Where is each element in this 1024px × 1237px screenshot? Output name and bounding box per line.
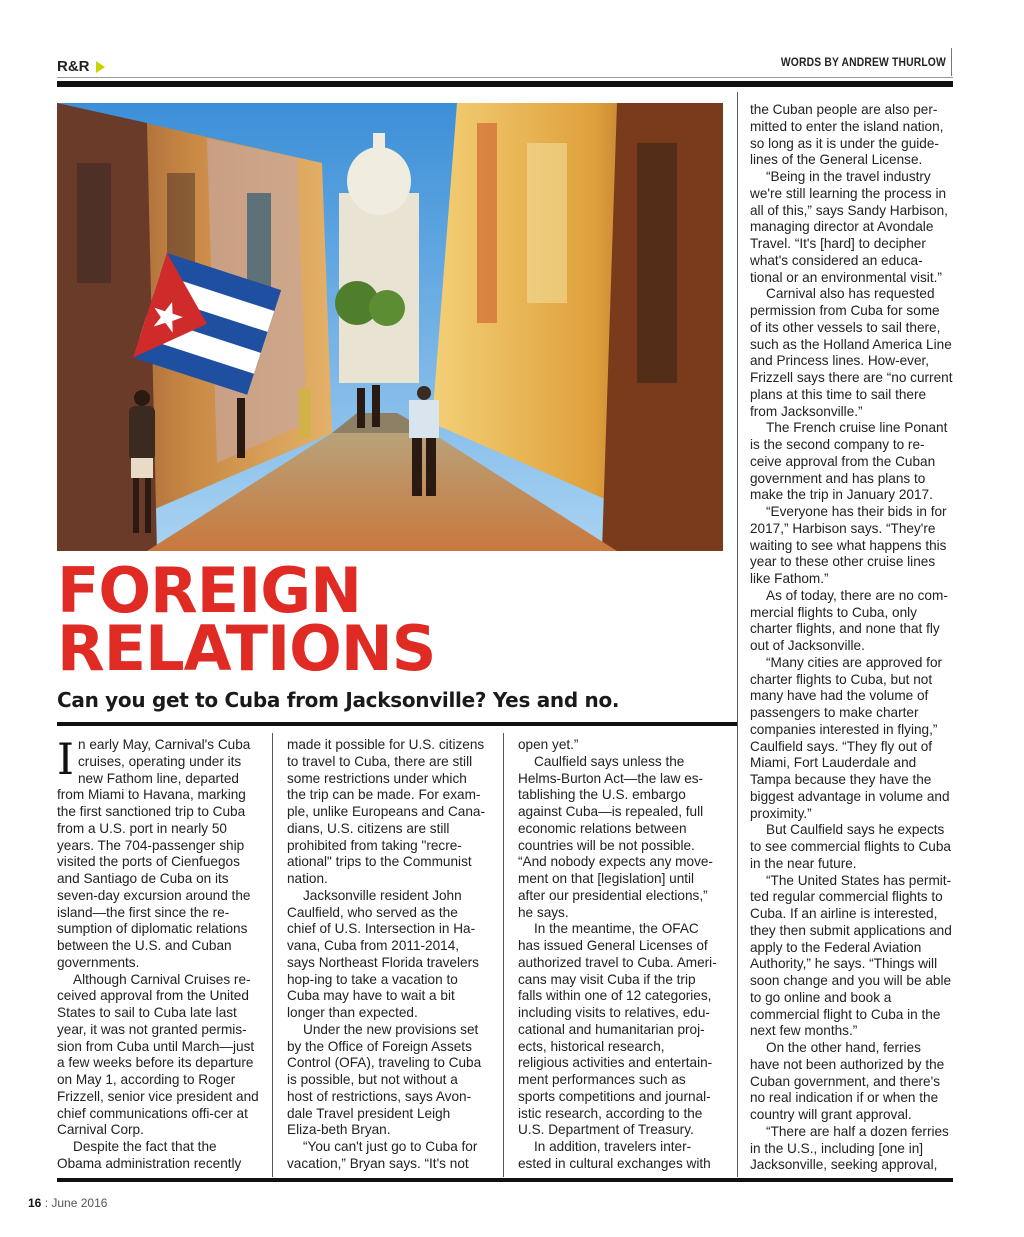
deck-rule [57, 722, 737, 726]
paragraph: Jacksonville resident John Caulfield, who served as the chief of U.S. Intersection in Ha-vana, Cuba from 2011-2014, says Northeast Florida travelers hop-ing to take a vacation to Cuba may have to wait a bit longer than expected. [287, 887, 479, 1020]
havana-street-photo [57, 103, 723, 551]
issue-date: June 2016 [51, 1196, 108, 1210]
body-column-2 [287, 737, 487, 1177]
byline-divider [951, 48, 952, 76]
paragraph: “The United States has permit-ted regular commercial flights to Cuba. If an airline is interested, they then submit applications and apply to the Federal Aviation Authority,” he says. “Things will soon change and you will be able to go online and book a commercial flight to Cuba in the next few months.” [750, 872, 952, 1039]
body-column-1 [57, 737, 259, 1177]
paragraph: Caulfield says unless the Helms-Burton Act—the law es-tablishing the U.S. embargo against Cuba—is repealed, full economic relations between countries will be not possible. “And nobody expects any move-ment on that [legislation] until after our presidential elections,” he says. [518, 753, 713, 920]
body-column-3 [518, 737, 718, 1177]
column-divider [737, 92, 738, 1177]
headline [57, 554, 727, 685]
paragraph: In addition, travelers inter-ested in cultural exchanges with [518, 1139, 711, 1171]
section-tag [57, 58, 105, 75]
paragraph: “There are half a dozen ferries in the U.S., including [one in] Jacksonville, seeking approval, [750, 1123, 949, 1173]
paragraph: “Everyone has their bids in for 2017,” Harbison says. “They're waiting to see what happens this year to these other cruise lines like Fathom.” [750, 504, 947, 586]
footer-rule [57, 1178, 953, 1182]
paragraph: But Caulfield says he expects to see commercial flights to Cuba in the near future. [750, 822, 951, 871]
paragraph: Carnival also has requested permission from Cuba for some of its other vessels to sail there, such as the Holland America Line and Princess lines. How-ever, Frizzell says there are “no current plans at this time to sail there from Jacksonville.” [750, 286, 953, 419]
paragraph: Under the new provisions set by the Office of Foreign Assets Control (OFA), traveling to Cuba is possible, but not without a host of restrictions, says Avon-dale Travel president Leigh Eliza-beth Bryan. [287, 1021, 482, 1138]
paragraph: Despite the fact that the Obama administration recently [57, 1139, 242, 1171]
page-folio [28, 1196, 107, 1210]
paragraph: the Cuban people are also per-mitted to enter the island nation, so long as it is under the guide-lines of the General License. [750, 102, 944, 168]
drop-cap: I [57, 737, 74, 785]
paragraph: “Being in the travel industry we're still learning the process in all of this,” says Sandy Harbison, managing director at Avondale Travel. “It's [hard] to decipher what's considered an educa-tional or an environmental visit.” [750, 169, 948, 285]
paragraph: “Many cities are approved for charter flights to Cuba, but not many have had the volume of passengers to make charter companies interested in flying,” Caulfield says. “They fly out of Miami, Fort Lauderdale and Tampa because they have the biggest advantage in volume and proximity.” [750, 654, 950, 821]
column-divider [272, 733, 273, 1177]
paragraph: “You can't just go to Cuba for vacation,” Bryan says. “It's not [287, 1139, 478, 1171]
header-thick-rule [57, 81, 953, 87]
paragraph: open yet.” [518, 737, 579, 752]
paragraph: On the other hand, ferries have not been authorized by the Cuban government, and there's no real indication if or when the country will grant approval. [750, 1040, 945, 1122]
folio-separator: : [41, 1196, 52, 1210]
paragraph: As of today, there are no com-mercial flights to Cuba, only charter flights, and none that fly out of Jacksonville. [750, 587, 948, 653]
deck-subtitle: Can you get to Cuba from Jacksonville? Yes and no. [57, 688, 620, 712]
headline-line-1: FOREIGN [57, 554, 361, 627]
paragraph: In early May, Carnival's Cuba cruises, operating under its new Fathom line, departed from Miami to Havana, marking the first sanctioned trip to Cuba from a U.S. port in nearly 50 years. The 704-passenger ship visited the ports of Cienfuegos and Santiago de Cuba on its seven-day excursion around the island—the first since the re-sumption of diplomatic relations between the U.S. and Cuban governments. [57, 737, 251, 970]
paragraph: Although Carnival Cruises re-ceived approval from the United States to sail to Cuba late last year, it was not granted permis-sion from Cuba until March—just a few weeks before its departure on May 1, according to Roger Frizzell, senior vice president and chief communications offi-cer at Carnival Corp. [57, 971, 259, 1138]
paragraph: made it possible for U.S. citizens to travel to Cuba, there are still some restrictions under which the trip can be made. For exam-ple, unlike Europeans and Cana-dians, U.S. citizens are still prohibited from taking "recre-ational" trips to the Communist nation. [287, 737, 485, 886]
triangle-arrow-icon [96, 61, 105, 73]
headline-line-2: RELATIONS [57, 612, 436, 685]
paragraph: The French cruise line Ponant is the second company to re-ceive approval from the Cuban government and has plans to make the trip in January 2017. [750, 420, 948, 503]
body-column-4 [750, 102, 953, 1177]
page-number: 16 [28, 1196, 42, 1210]
column-divider [503, 733, 504, 1177]
section-label: R&R [57, 58, 90, 75]
paragraph: In the meantime, the OFAC has issued General Licenses of authorized travel to Cuba. Ameri-cans may visit Cuba if the trip falls within one of 12 categories, including visits to relatives, edu-cational and humanitarian proj-ects, historical research, religious activities and entertain-ment performances such as sports competitions and journal-istic research, according to the U.S. Department of Treasury. [518, 921, 717, 1138]
byline: WORDS BY ANDREW THURLOW [780, 55, 946, 69]
header-thin-rule [57, 77, 953, 78]
